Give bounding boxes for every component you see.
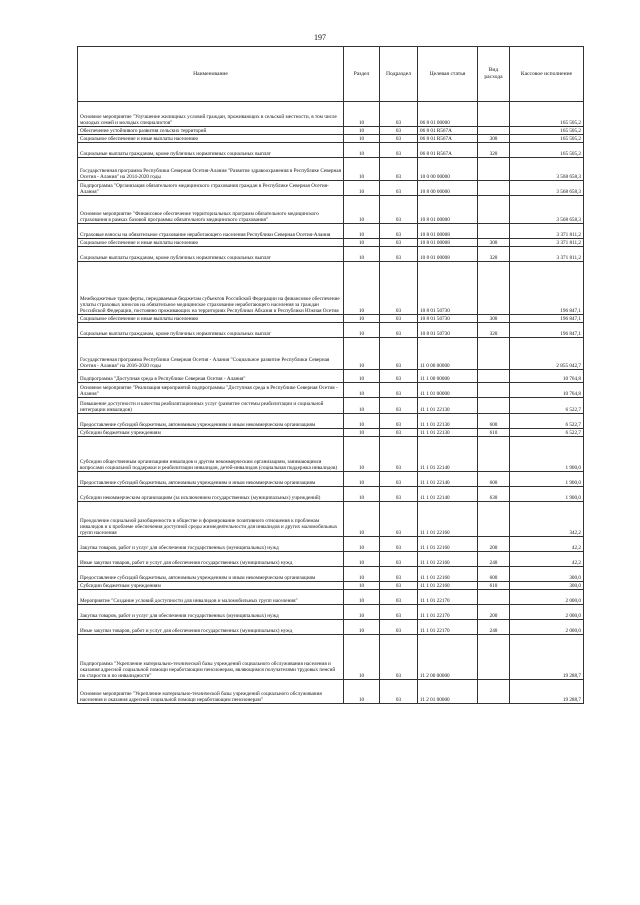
- cell-expense-type: 600: [478, 472, 510, 487]
- budget-table: [77, 46, 584, 704]
- cell-podrazdel: 03: [380, 567, 418, 582]
- cell-target-article: 06 8 01 R567А: [418, 135, 478, 143]
- table-row: [78, 247, 584, 262]
- cell-razdel: 10: [344, 414, 380, 429]
- cell-target-article: 10 8 01 00000: [418, 196, 478, 224]
- cell-name: Предоставление субсидий бюджетным, автономным учреждениям и иным некоммерческим организациям: [78, 414, 344, 429]
- cell-expense-type: [478, 338, 510, 370]
- cell-name: Основное мероприятие "Финансовое обеспечение территориальных программ обязательного медицинского страхования в рамках базовой программы обязательного медицинского страхования": [78, 196, 344, 224]
- cell-target-article: 06 8 01 R567А: [418, 127, 478, 135]
- cell-target-article: 11 1 01 22170: [418, 590, 478, 605]
- cell-expense-type: [478, 590, 510, 605]
- cell-expense-type: [478, 262, 510, 315]
- cell-podrazdel: 03: [380, 239, 418, 247]
- cell-expense-type: [478, 437, 510, 472]
- cell-target-article: 11 1 01 22140: [418, 487, 478, 502]
- table-row: [78, 620, 584, 635]
- cell-cash-execution: 10 764,8: [510, 370, 584, 383]
- cell-podrazdel: 03: [380, 224, 418, 239]
- table-row: [78, 239, 584, 247]
- cell-cash-execution: 42,2: [510, 552, 584, 567]
- cell-expense-type: [478, 370, 510, 383]
- cell-cash-execution: 165 505,2: [510, 102, 584, 127]
- cell-expense-type: 610: [478, 582, 510, 590]
- cell-podrazdel: 03: [380, 429, 418, 437]
- table-row: [78, 158, 584, 181]
- cell-razdel: 10: [344, 338, 380, 370]
- cell-target-article: 11 1 00 00000: [418, 370, 478, 383]
- cell-target-article: 11 1 01 00000: [418, 383, 478, 398]
- table-row: [78, 338, 584, 370]
- cell-target-article: 11 1 01 22140: [418, 472, 478, 487]
- cell-name: Субсидии бюджетным учреждениям: [78, 429, 344, 437]
- cell-cash-execution: 3 568 658,3: [510, 181, 584, 196]
- cell-expense-type: 320: [478, 247, 510, 262]
- cell-razdel: 10: [344, 323, 380, 338]
- cell-podrazdel: 03: [380, 370, 418, 383]
- cell-target-article: 11 1 01 22130: [418, 429, 478, 437]
- cell-expense-type: 630: [478, 487, 510, 502]
- cell-expense-type: [478, 398, 510, 414]
- cell-name: Межбюджетные трансферты, передаваемые бюджетам субъектов Российской Федерации на финансовое обеспечение уплаты страховых взносов на обязательное медицинское страхование неработающего населения за граждан Российской Федерации, постоянно проживающих на территориях Республики Абхазия и Республики Южная Осетия: [78, 262, 344, 315]
- cell-expense-type: 300: [478, 135, 510, 143]
- cell-name: Основное мероприятие "Улучшение жилищных условий граждан, проживающих в сельской местности, в том числе молодых семей и молодых специалистов": [78, 102, 344, 127]
- cell-razdel: 10: [344, 158, 380, 181]
- cell-name: Субсидии общественным организациям инвалидов и другим некоммерческим организациям, занимающимся вопросами социальной поддержки и реабилитации инвалидов, детей-инвалидов (социальная поддержка инвалидов): [78, 437, 344, 472]
- table-body: [78, 102, 584, 704]
- table-row: [78, 552, 584, 567]
- cell-podrazdel: 03: [380, 582, 418, 590]
- cell-cash-execution: 196 847,1: [510, 262, 584, 315]
- cell-target-article: 11 1 01 22170: [418, 620, 478, 635]
- cell-name: Иные закупки товаров, работ и услуг для обеспечения государственных (муниципальных) нужд: [78, 620, 344, 635]
- cell-name: Социальные выплаты гражданам, кроме публичных нормативных социальных выплат: [78, 247, 344, 262]
- cell-target-article: 10 0 00 00000: [418, 158, 478, 181]
- cell-razdel: 10: [344, 370, 380, 383]
- cell-cash-execution: 196 847,1: [510, 323, 584, 338]
- cell-podrazdel: 03: [380, 472, 418, 487]
- table-row: [78, 262, 584, 315]
- table-row: [78, 680, 584, 704]
- cell-target-article: 11 2 00 00000: [418, 635, 478, 680]
- page-number: 197: [314, 33, 326, 42]
- cell-razdel: 10: [344, 398, 380, 414]
- cell-target-article: 11 1 01 22130: [418, 398, 478, 414]
- cell-expense-type: [478, 158, 510, 181]
- cell-podrazdel: 03: [380, 414, 418, 429]
- table-row: [78, 323, 584, 338]
- cell-razdel: 10: [344, 383, 380, 398]
- cell-name: Субсидии бюджетным учреждениям: [78, 582, 344, 590]
- table-row: [78, 590, 584, 605]
- cell-razdel: 10: [344, 590, 380, 605]
- cell-razdel: 10: [344, 487, 380, 502]
- cell-podrazdel: 03: [380, 552, 418, 567]
- cell-podrazdel: 03: [380, 338, 418, 370]
- cell-cash-execution: 3 568 658,3: [510, 196, 584, 224]
- cell-expense-type: 320: [478, 143, 510, 158]
- cell-name: Иные закупки товаров, работ и услуг для обеспечения государственных (муниципальных) нужд: [78, 552, 344, 567]
- cell-target-article: 10 8 01 00008: [418, 247, 478, 262]
- cell-name: Преодоление социальной разобщенности в обществе и формирование позитивного отношения к проблемам инвалидов и к проблеме обеспечения доступной среды жизнедеятельности для инвалидов и других маломобильных групп населения: [78, 502, 344, 537]
- cell-podrazdel: 03: [380, 135, 418, 143]
- cell-name: Мероприятие "Создание условий доступности для инвалидов и маломобильных групп населения": [78, 590, 344, 605]
- cell-name: Государственная программа Республики Северная Осетия-Алания "Развитие здравоохранения в Республике Северная Осетия - Алания" на 2014-2020 годы: [78, 158, 344, 181]
- header-target-article: Целевая статья: [418, 47, 478, 102]
- cell-razdel: 10: [344, 437, 380, 472]
- cell-razdel: 10: [344, 262, 380, 315]
- cell-razdel: 10: [344, 181, 380, 196]
- cell-cash-execution: 300,0: [510, 582, 584, 590]
- cell-expense-type: 200: [478, 537, 510, 552]
- cell-name: Субсидии некоммерческим организациям (за исключением государственных (муниципальных) учреждений): [78, 487, 344, 502]
- cell-expense-type: [478, 224, 510, 239]
- cell-expense-type: [478, 502, 510, 537]
- cell-podrazdel: 03: [380, 605, 418, 620]
- table-row: [78, 582, 584, 590]
- cell-target-article: 11 1 01 22160: [418, 582, 478, 590]
- cell-expense-type: 610: [478, 429, 510, 437]
- cell-podrazdel: 03: [380, 537, 418, 552]
- cell-podrazdel: 03: [380, 383, 418, 398]
- cell-expense-type: [478, 102, 510, 127]
- table-row: [78, 196, 584, 224]
- header-podrazdel: Подраздел: [380, 47, 418, 102]
- cell-razdel: 10: [344, 635, 380, 680]
- cell-razdel: 10: [344, 315, 380, 323]
- cell-razdel: 10: [344, 127, 380, 135]
- table-row: [78, 181, 584, 196]
- cell-cash-execution: 6 522,7: [510, 398, 584, 414]
- cell-name: Подпрограмма "Организация обязательного медицинского страхования граждан в Республике Северная Осетия-Алания": [78, 181, 344, 196]
- cell-expense-type: 600: [478, 567, 510, 582]
- cell-razdel: 10: [344, 502, 380, 537]
- cell-cash-execution: 1 900,0: [510, 487, 584, 502]
- cell-podrazdel: 03: [380, 315, 418, 323]
- cell-razdel: 10: [344, 247, 380, 262]
- cell-expense-type: 300: [478, 315, 510, 323]
- cell-name: Закупка товаров, работ и услуг для обеспечения государственных (муниципальных) нужд: [78, 605, 344, 620]
- cell-name: Повышение доступности и качества реабилитационных услуг (развитие системы реабилитации и социальной интеграции инвалидов): [78, 398, 344, 414]
- cell-expense-type: 240: [478, 620, 510, 635]
- cell-expense-type: 320: [478, 323, 510, 338]
- cell-razdel: 10: [344, 537, 380, 552]
- cell-name: Предоставление субсидий бюджетным, автономным учреждениям и иным некоммерческим организациям: [78, 567, 344, 582]
- cell-target-article: 11 1 01 22160: [418, 537, 478, 552]
- cell-razdel: 10: [344, 429, 380, 437]
- cell-podrazdel: 03: [380, 196, 418, 224]
- cell-cash-execution: 3 568 658,3: [510, 158, 584, 181]
- cell-cash-execution: 2 000,0: [510, 605, 584, 620]
- cell-cash-execution: 42,2: [510, 537, 584, 552]
- cell-cash-execution: 3 371 811,2: [510, 239, 584, 247]
- cell-podrazdel: 03: [380, 620, 418, 635]
- cell-cash-execution: 3 371 811,2: [510, 247, 584, 262]
- cell-podrazdel: 03: [380, 262, 418, 315]
- table-row: [78, 370, 584, 383]
- cell-name: Социальное обеспечение и иные выплаты населению: [78, 239, 344, 247]
- cell-name: Социальные выплаты гражданам, кроме публичных нормативных социальных выплат: [78, 323, 344, 338]
- table-row: [78, 537, 584, 552]
- cell-cash-execution: 342,2: [510, 502, 584, 537]
- cell-podrazdel: 03: [380, 590, 418, 605]
- cell-cash-execution: 1 900,0: [510, 437, 584, 472]
- table-row: [78, 437, 584, 472]
- cell-expense-type: [478, 383, 510, 398]
- cell-target-article: 06 8 01 00000: [418, 102, 478, 127]
- cell-podrazdel: 03: [380, 127, 418, 135]
- cell-razdel: 10: [344, 680, 380, 704]
- cell-cash-execution: 165 505,2: [510, 143, 584, 158]
- cell-name: Основное мероприятие "Реализация мероприятий подпрограммы "Доступная среда в Республике Северная Осетия - Алания": [78, 383, 344, 398]
- cell-podrazdel: 03: [380, 323, 418, 338]
- cell-podrazdel: 03: [380, 181, 418, 196]
- cell-target-article: 11 0 00 00000: [418, 338, 478, 370]
- cell-expense-type: 300: [478, 239, 510, 247]
- cell-target-article: 11 1 01 22140: [418, 437, 478, 472]
- cell-expense-type: 200: [478, 605, 510, 620]
- header-cash-execution: Кассовое исполнение: [510, 47, 584, 102]
- cell-cash-execution: 6 522,7: [510, 414, 584, 429]
- table-row: [78, 429, 584, 437]
- table-row: [78, 315, 584, 323]
- cell-cash-execution: 6 522,7: [510, 429, 584, 437]
- table-row: [78, 383, 584, 398]
- cell-cash-execution: 165 505,2: [510, 135, 584, 143]
- table-row: [78, 567, 584, 582]
- cell-name: Государственная программа Республики Северная Осетия - Алания "Социальное развитие Республики Северная Осетия - Алания" на 2016-2020 годы: [78, 338, 344, 370]
- cell-expense-type: [478, 196, 510, 224]
- table-row: [78, 102, 584, 127]
- cell-podrazdel: 03: [380, 102, 418, 127]
- table-row: [78, 224, 584, 239]
- cell-podrazdel: 03: [380, 487, 418, 502]
- cell-target-article: 10 8 00 00000: [418, 181, 478, 196]
- table-row: [78, 398, 584, 414]
- cell-cash-execution: 19 288,7: [510, 680, 584, 704]
- header-expense-type: Вид расхода: [478, 47, 510, 102]
- cell-target-article: 11 1 01 22130: [418, 414, 478, 429]
- cell-name: Предоставление субсидий бюджетным, автономным учреждениям и иным некоммерческим организациям: [78, 472, 344, 487]
- cell-name: Социальное обеспечение и иные выплаты населению: [78, 315, 344, 323]
- cell-cash-execution: 1 900,0: [510, 472, 584, 487]
- table-row: [78, 135, 584, 143]
- cell-podrazdel: 03: [380, 502, 418, 537]
- cell-target-article: 10 8 01 50730: [418, 315, 478, 323]
- cell-name: Обеспечение устойчивого развития сельских территорий: [78, 127, 344, 135]
- cell-expense-type: [478, 680, 510, 704]
- cell-cash-execution: 2 855 042,7: [510, 338, 584, 370]
- cell-name: Подпрограмма "Укрепление материально-технической базы учреждений социального обслуживания населения и оказания адресной социальной помощи неработающим пенсионерам, являющимся получателями трудовых пенсий по старости и по инвалидности": [78, 635, 344, 680]
- cell-expense-type: [478, 635, 510, 680]
- table-row: [78, 472, 584, 487]
- cell-razdel: 10: [344, 472, 380, 487]
- cell-cash-execution: 196 847,1: [510, 315, 584, 323]
- cell-target-article: 10 8 01 00008: [418, 224, 478, 239]
- cell-razdel: 10: [344, 102, 380, 127]
- cell-target-article: 11 1 01 22160: [418, 502, 478, 537]
- cell-name: Основное мероприятие "Укрепление материально-технической базы учреждений социального обслуживания населения и оказания адресной социальной помощи неработающим пенсионерам": [78, 680, 344, 704]
- header-name: Наименование: [78, 47, 344, 102]
- cell-razdel: 10: [344, 620, 380, 635]
- cell-cash-execution: 2 000,0: [510, 590, 584, 605]
- cell-name: Страховые взносы на обязательное страхование неработающего населения Республики Северная Осетия-Алания: [78, 224, 344, 239]
- cell-name: Закупка товаров, работ и услуг для обеспечения государственных (муниципальных) нужд: [78, 537, 344, 552]
- cell-target-article: 10 8 01 50730: [418, 262, 478, 315]
- table-row: [78, 143, 584, 158]
- cell-razdel: 10: [344, 552, 380, 567]
- cell-expense-type: [478, 127, 510, 135]
- cell-expense-type: [478, 181, 510, 196]
- cell-expense-type: 240: [478, 552, 510, 567]
- cell-name: Социальные выплаты гражданам, кроме публичных нормативных социальных выплат: [78, 143, 344, 158]
- table-row: [78, 502, 584, 537]
- cell-podrazdel: 03: [380, 680, 418, 704]
- cell-razdel: 10: [344, 239, 380, 247]
- cell-podrazdel: 03: [380, 635, 418, 680]
- cell-expense-type: 600: [478, 414, 510, 429]
- table-row: [78, 487, 584, 502]
- cell-target-article: 11 1 01 22160: [418, 552, 478, 567]
- cell-razdel: 10: [344, 567, 380, 582]
- cell-name: Социальное обеспечение и иные выплаты населению: [78, 135, 344, 143]
- table-row: [78, 605, 584, 620]
- cell-cash-execution: 300,0: [510, 567, 584, 582]
- cell-target-article: 06 8 01 R567А: [418, 143, 478, 158]
- cell-podrazdel: 03: [380, 143, 418, 158]
- cell-target-article: 11 2 01 00000: [418, 680, 478, 704]
- cell-razdel: 10: [344, 582, 380, 590]
- table-row: [78, 414, 584, 429]
- table-header-row: [78, 47, 584, 102]
- cell-target-article: 10 8 01 00008: [418, 239, 478, 247]
- cell-razdel: 10: [344, 143, 380, 158]
- cell-cash-execution: 10 764,8: [510, 383, 584, 398]
- cell-cash-execution: 19 288,7: [510, 635, 584, 680]
- cell-target-article: 10 8 01 50730: [418, 323, 478, 338]
- cell-razdel: 10: [344, 135, 380, 143]
- cell-cash-execution: 3 371 811,2: [510, 224, 584, 239]
- table-row: [78, 127, 584, 135]
- table-row: [78, 635, 584, 680]
- cell-name: Подпрограмма "Доступная среда в Республике Северная Осетия - Алания": [78, 370, 344, 383]
- cell-razdel: 10: [344, 605, 380, 620]
- cell-podrazdel: 03: [380, 398, 418, 414]
- cell-cash-execution: 2 000,0: [510, 620, 584, 635]
- cell-podrazdel: 03: [380, 247, 418, 262]
- cell-podrazdel: 03: [380, 158, 418, 181]
- cell-razdel: 10: [344, 196, 380, 224]
- cell-target-article: 11 1 01 22160: [418, 567, 478, 582]
- cell-target-article: 11 1 01 22170: [418, 605, 478, 620]
- cell-razdel: 10: [344, 224, 380, 239]
- header-razdel: Раздел: [344, 47, 380, 102]
- cell-cash-execution: 165 505,2: [510, 127, 584, 135]
- cell-podrazdel: 03: [380, 437, 418, 472]
